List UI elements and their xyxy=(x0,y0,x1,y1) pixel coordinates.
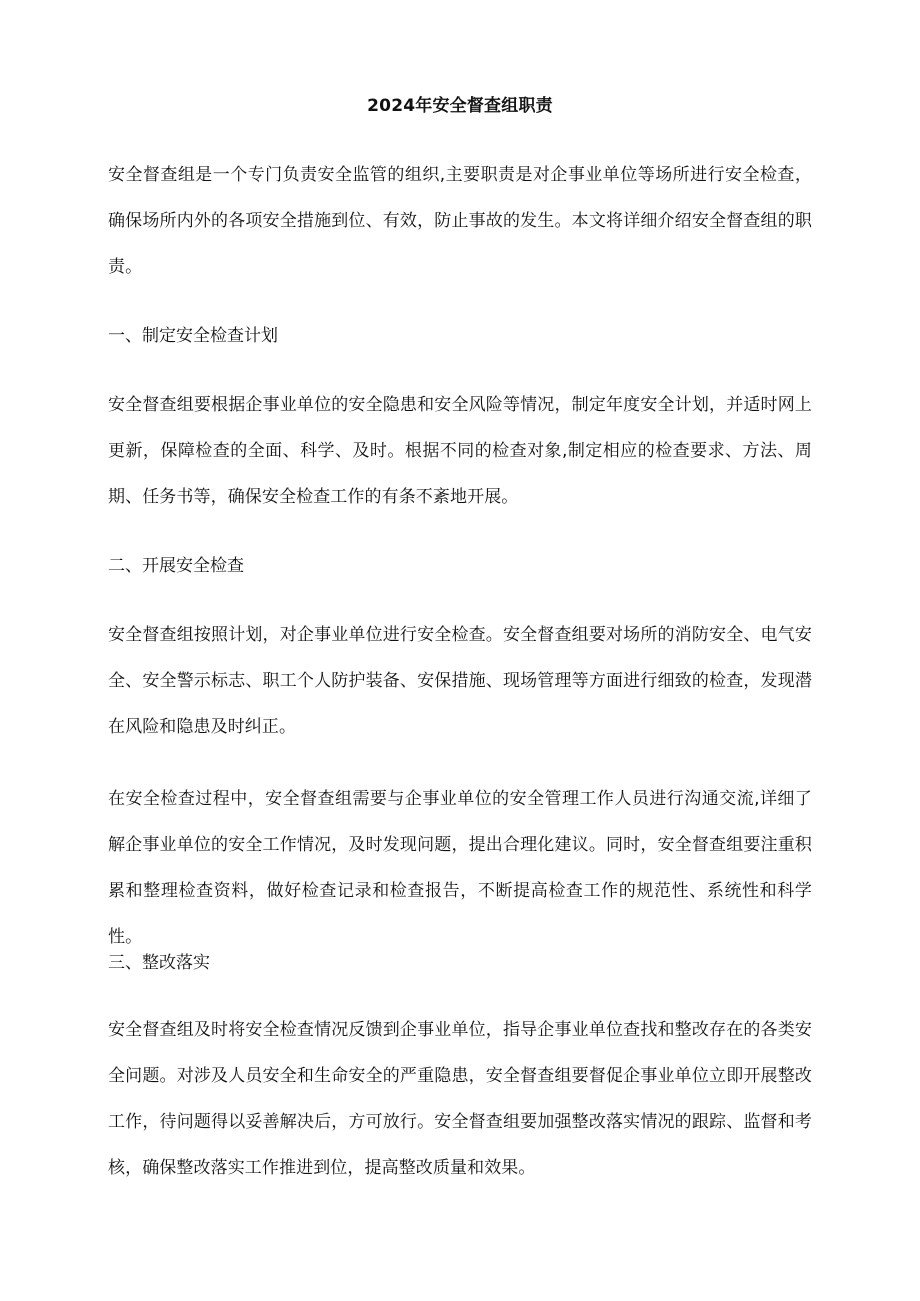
section2-heading: 二、开展安全检查 xyxy=(108,556,244,576)
section3-paragraph: 安全督查组及时将安全检查情况反馈到企事业单位，指导企事业单位查找和整改存在的各类安全问题。对涉及人员安全和生命安全的严重隐患，安全督查组要督促企事业单位立即开展整改工作，待问题得以妥善解决后，方可放行。安全督查组要加强整改落实情况的跟踪、监督和考核，确保整改落实工作推进到位，提高整改质量和效果。 xyxy=(108,1020,812,1178)
intro-paragraph: 安全督查组是一个专门负责安全监管的组织,主要职责是对企事业单位等场所进行安全检查，确保场所内外的各项安全措施到位、有效，防止事故的发生。本文将详细介绍安全督查组的职责。 xyxy=(108,165,812,277)
section3-heading: 三、整改落实 xyxy=(108,953,210,973)
document-title: 2024年安全督查组职责 xyxy=(367,96,553,116)
section2-paragraph-2: 在安全检查过程中，安全督查组需要与企事业单位的安全管理工作人员进行沟通交流,详细了解企事业单位的安全工作情况，及时发现问题，提出合理化建议。同时，安全督查组要注重积累和整理检查资料，做好检查记录和检查报告，不断提高检查工作的规范性、系统性和科学性。 xyxy=(108,789,812,947)
section1-paragraph: 安全督查组要根据企事业单位的安全隐患和安全风险等情况，制定年度安全计划，并适时网上更新，保障检查的全面、科学、及时。根据不同的检查对象,制定相应的检查要求、方法、周期、任务书等，确保安全检查工作的有条不紊地开展。 xyxy=(108,395,812,507)
section2-paragraph-1: 安全督查组按照计划，对企事业单位进行安全检查。安全督查组要对场所的消防安全、电气安全、安全警示标志、职工个人防护装备、安保措施、现场管理等方面进行细致的检查，发现潜在风险和隐患及时纠正。 xyxy=(108,625,812,737)
section1-heading: 一、制定安全检查计划 xyxy=(108,326,278,346)
